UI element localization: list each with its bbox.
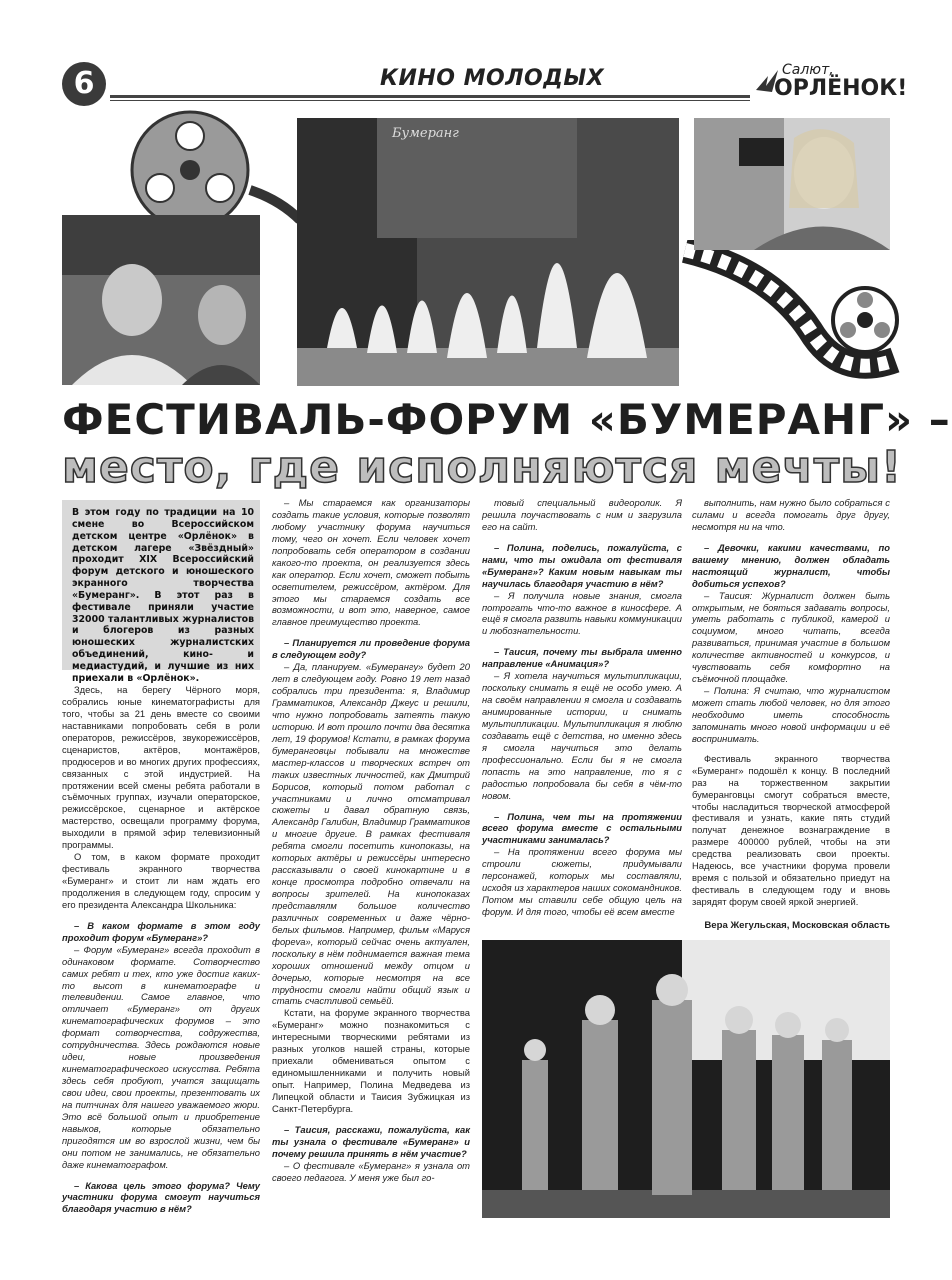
photo-girls-audience: [62, 215, 260, 385]
film-reel-icon: [110, 110, 310, 230]
interview-question: – Полина, чем ты на протяжении всего форума вместе с остальными участниками занималась?: [482, 810, 682, 846]
article-column-3: [482, 497, 682, 918]
author-byline: Вера Жегульская, Московская область: [704, 920, 890, 931]
interview-answer: – Я получила новые знания, смогла потрогать что-то важное в киносфере. А ещё я смогла развить навыки коммуникации и любознательности.: [482, 589, 682, 637]
body-paragraph: Фестиваль экранного творчества «Бумеранг» подошёл к концу. В последний раз на торжественном закрытии бумеранговцы смогут собраться вместе, чтобы насладиться творческой атмосферой фестиваля и узнать, какие пять студий получат денежное вознаграждение в размере 400000 рублей, чтобы на эти средства реализовать свои проекты. Надеюсь, все участники форума провели время с пользой и обязательно приедут на фестиваль в следующем году и вновь зарядят форум своей яркой энергией.: [692, 752, 890, 907]
interview-answer: – На протяжении всего форума мы строили сюжеты, придумывали персонажей, которых мы составляли, исходя из характеров наших сокомандников. Потом мы ставили себе общую цель на форум. И для того, чтобы её всем вместе: [482, 846, 682, 917]
article-column-1: [62, 684, 260, 1215]
header-rule-thin: [110, 100, 750, 101]
interview-answer: – Форум «Бумеранг» всегда проходит в одинаковом формате. Сотворчество самих ребят и тех, кто уже достиг каких-то высот в кинематографе и телевидении. Самое главное, что отличает «Бумеранг» от других кинематографических форумов – это формат сотворчества, содружества, сотрудничества. Здесь рождаются новые идеи, новые произведения кинематографического искусства. Ребята здесь себя пробуют, учатся защищать свои идеи, свои проекты, презентовать их на питчинах для нашего уважаемого жюри. Это всё большой опыт и приобретение навыков, которые обязательно пригодятся им во взрослой жизни, чем бы они потом не занимались, не обязательно даже кинематографом.: [62, 943, 260, 1170]
section-title: КИНО МОЛОДЫХ: [380, 66, 605, 91]
interview-answer: товый специальный видеоролик. Я решила поучаствовать с ним и загрузила его на сайт.: [482, 497, 682, 532]
interview-answer: – Полина: Я считаю, что журналистом может стать любой человек, но для этого необходимо иметь способность запоминать много новой информации и её воспринимать.: [692, 685, 890, 744]
logo-line2: ОРЛЁНОК!: [774, 76, 908, 101]
interview-question: – В каком формате в этом году проходит форум «Бумеранг»?: [62, 919, 260, 943]
interview-answer: – Таисия: Журналист должен быть открытым, не бояться задавать вопросы, уметь работать с публикой, камерой и социумом, много читать, всегда развиваться, принимая участие в большом количестве активностей и конкурсов, и чувствовать себя комфортно на съёмочной площадке.: [692, 589, 890, 685]
interview-answer: – О фестивале «Бумеранг» я узнала от своего педагога. У меня уже был го-: [272, 1159, 470, 1183]
photo-dance-performance: [297, 118, 679, 386]
interview-question: – Девочки, какими качествами, по вашему мнению, должен обладать настоящий журналист, чтобы добиться успехов?: [692, 541, 890, 589]
interview-answer: выполнить, нам нужно было собраться с силами и всегда помогать друг другу, несмотря ни на что.: [692, 497, 890, 532]
article-column-4: [692, 497, 890, 908]
interview-answer: – Мы стараемся как организаторы создать такие условия, которые позволят любому участнику форума научиться тому, чего он хочет. Если человек хочет попробовать себя оператором в создании какого-то проекта, он реализуется здесь как оператор. Если хочет, сможет побыть осветителем, режиссёром, актёром. Для этого мы стараемся создать все возможности, и вот это, наверное, самое главное преимущество проекта.: [272, 497, 470, 628]
interview-answer: – Да, планируем. «Бумерангу» будет 20 лет в следующем году. Ровно 19 лет назад собрались три президента: я, Владимир Грамматиков, Александр Джеус и решили, что нужно попробовать затеять такую историю. И вот прошло почти два десятка лет, 19 форумов! Кстати, в рамках форума бумеранговцы побывали на множестве мастер-классов и творческих встреч от таких известных личностей, как Дмитрий Борисов, который потом работал с участниками и лично отсматривал сюжеты и давал обратную связь, Александр Галибин, Владимир Грамматиков и многие другие. В рамках фестиваля ребята смогли посетить кинопоказы, на которых актёры и режиссёры интересно рассказывали о своей кинокартине и в конце просмотра подробно отвечали на вопросы зрителей. На кинопоказах представлялм большое количество различных современных и даже чёрно-белых фильмов. Например, фильм «Маруся фореvа», который сейчас очень актуален, поскольку в нём поднимается важная тема хороших отношений между отцом и дочерью, которые несмотря на все трудности смогли найти общий язык и стать счастливой семьёй.: [272, 661, 470, 1007]
body-paragraph: О том, в каком формате проходит фестиваль экранного творчества «Бумеранг» и стоит ли нам ждать его продолжения в следующем году, спросим у его президента Александра Школьника:: [62, 851, 260, 910]
interview-question: – Таисия, почему ты выбрала именно направление «Анимация»?: [482, 646, 682, 670]
newspaper-logo: [752, 62, 908, 102]
page-number: 6: [62, 62, 106, 106]
paragraph-gap: [692, 745, 890, 753]
interview-question: – Полина, поделись, пожалуйста, с нами, что ты ожидала от фестиваля «Бумеранг»? Каким новым навыкам ты научилась благодаря участию в нём?: [482, 541, 682, 589]
article-column-2: [272, 497, 470, 1184]
photo-girl-camera: [694, 118, 890, 250]
stage-sign: Бумеранг: [392, 126, 459, 141]
headline-main: ФЕСТИВАЛЬ-ФОРУМ «БУМЕРАНГ» –: [62, 395, 951, 444]
interview-question: – Планируется ли проведение форума в следующем году?: [272, 637, 470, 661]
header-rule: [110, 95, 750, 98]
headline-subtitle: место, где исполняются мечты!: [62, 442, 903, 493]
interview-question: – Таисия, расскажи, пожалуйста, как ты узнала о фестивале «Бумеранг» и почему решила принять в нём участие?: [272, 1123, 470, 1159]
interview-question: – Какова цель этого форума? Чему участники форума смогут научиться благодаря участию в нём?: [62, 1179, 260, 1215]
photo-stage-singers: [482, 940, 890, 1218]
film-strip-icon: [680, 240, 900, 390]
lead-paragraph: В этом году по традиции на 10 смене во Всероссийском детском центре «Орлёнок» в детском лагере «Звёздный» проходит XIX Всероссийский форум детского и юношеского экранного творчества «Бумеранг». В этот раз в фестивале приняли участие 32000 талантливых журналистов и блогеров из разных юношеских журналистских объединений, кино- и медиастудий, и лучшие из них приехали в «Орлёнок».: [62, 500, 260, 670]
body-paragraph: Кстати, на форуме экранного творчества «Бумеранг» можно познакомиться с интересными творческими ребятами из разных уголков нашей страны, которые приехали обмениваться опытом с единомышленниками и получить новый опыт. Например, Полина Медведева из Липецкой области и Таисия Зубжицкая из Санкт-Петербурга.: [272, 1007, 470, 1114]
body-paragraph: Здесь, на берегу Чёрного моря, собрались юные кинематографисты для того, чтобы за 21 день вместе со своими наставниками попробовать себя в роли операторов, режиссёров, звукорежиссёров, сценаристов, актёров, монтажёров, продюсеров и во многих других профессиях, связанных с этой индустрией. На протяжении всей смены ребята работали в съёмочных группах, изучали операторское, режиссёрское, сценарное и актёрское мастерство, освещали программу форума, выходили в прямой эфир телевизионный программы.: [62, 684, 260, 851]
logo-line1: Салют,: [782, 62, 834, 78]
interview-answer: – Я хотела научиться мультипликации, поскольку снимать я ещё не особо умею. А на своём направлении я смогла и создавать анимированные истории, и снимать мультипликации. Мультипликация я люблю создавать ещё с детства, но именно здесь я смогла научиться это делать профессионально. Если бы я не смогла попасть на это направление, то я с радостью попробовала бы себя в чём-то новом.: [482, 670, 682, 801]
